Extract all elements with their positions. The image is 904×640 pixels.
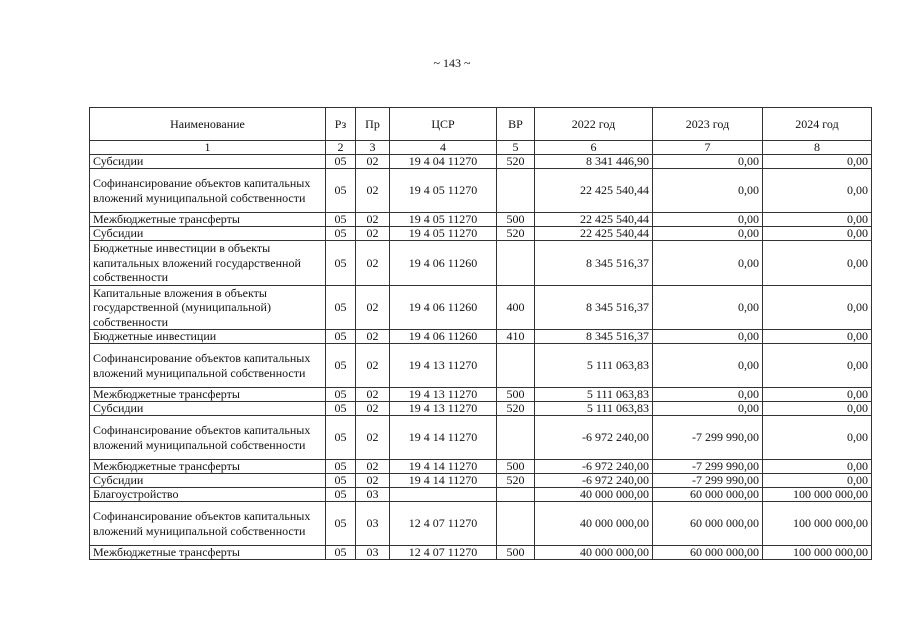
row-amount-2022: 8 345 516,37 bbox=[535, 241, 653, 286]
row-pr: 02 bbox=[356, 388, 390, 402]
row-amount-2024: 0,00 bbox=[763, 227, 872, 241]
column-number: 8 bbox=[763, 141, 872, 155]
header-rz: Рз bbox=[326, 108, 356, 141]
table-row bbox=[90, 344, 872, 388]
row-rz: 05 bbox=[326, 285, 356, 330]
row-amount-2022: 8 345 516,37 bbox=[535, 285, 653, 330]
page-number: ~ 143 ~ bbox=[433, 56, 471, 70]
row-amount-2022: 40 000 000,00 bbox=[535, 488, 653, 502]
row-pr: 02 bbox=[356, 330, 390, 344]
row-amount-2024: 100 000 000,00 bbox=[763, 502, 872, 546]
header-2023: 2023 год bbox=[653, 108, 763, 141]
row-vr: 500 bbox=[497, 460, 535, 474]
row-amount-2024: 0,00 bbox=[763, 155, 872, 169]
row-csr: 12 4 07 11270 bbox=[390, 502, 497, 546]
table-row bbox=[90, 285, 872, 330]
row-pr: 02 bbox=[356, 474, 390, 488]
table-row bbox=[90, 388, 872, 402]
row-rz: 05 bbox=[326, 330, 356, 344]
row-amount-2022: 40 000 000,00 bbox=[535, 546, 653, 560]
row-name: Софинансирование объектов капитальных вложений муниципальной собственности bbox=[90, 502, 326, 546]
row-amount-2022: 40 000 000,00 bbox=[535, 502, 653, 546]
row-name: Субсидии bbox=[90, 227, 326, 241]
row-csr: 19 4 06 11260 bbox=[390, 285, 497, 330]
row-name: Межбюджетные трансферты bbox=[90, 213, 326, 227]
row-amount-2023: 0,00 bbox=[653, 285, 763, 330]
row-vr bbox=[497, 169, 535, 213]
table-row bbox=[90, 460, 872, 474]
row-amount-2023: -7 299 990,00 bbox=[653, 474, 763, 488]
row-csr: 19 4 13 11270 bbox=[390, 388, 497, 402]
header-name: Наименование bbox=[90, 108, 326, 141]
row-amount-2023: -7 299 990,00 bbox=[653, 416, 763, 460]
header-2022: 2022 год bbox=[535, 108, 653, 141]
row-amount-2024: 0,00 bbox=[763, 402, 872, 416]
row-rz: 05 bbox=[326, 169, 356, 213]
row-amount-2023: -7 299 990,00 bbox=[653, 460, 763, 474]
row-pr: 02 bbox=[356, 285, 390, 330]
row-amount-2024: 0,00 bbox=[763, 474, 872, 488]
row-amount-2024: 0,00 bbox=[763, 213, 872, 227]
row-rz: 05 bbox=[326, 474, 356, 488]
row-amount-2022: -6 972 240,00 bbox=[535, 416, 653, 460]
table-row bbox=[90, 546, 872, 560]
table-row bbox=[90, 241, 872, 286]
row-amount-2023: 0,00 bbox=[653, 227, 763, 241]
row-name: Софинансирование объектов капитальных вложений муниципальной собственности bbox=[90, 169, 326, 213]
row-csr: 19 4 05 11270 bbox=[390, 227, 497, 241]
row-rz: 05 bbox=[326, 416, 356, 460]
row-amount-2022: -6 972 240,00 bbox=[535, 474, 653, 488]
row-amount-2022: -6 972 240,00 bbox=[535, 460, 653, 474]
row-vr: 520 bbox=[497, 474, 535, 488]
table-row bbox=[90, 502, 872, 546]
row-amount-2023: 0,00 bbox=[653, 344, 763, 388]
row-name: Бюджетные инвестиции bbox=[90, 330, 326, 344]
row-pr: 03 bbox=[356, 488, 390, 502]
row-name: Софинансирование объектов капитальных вложений муниципальной собственности bbox=[90, 344, 326, 388]
budget-table bbox=[89, 107, 872, 560]
row-amount-2024: 0,00 bbox=[763, 330, 872, 344]
row-csr: 19 4 05 11270 bbox=[390, 169, 497, 213]
row-amount-2024: 0,00 bbox=[763, 344, 872, 388]
row-csr bbox=[390, 488, 497, 502]
row-rz: 05 bbox=[326, 546, 356, 560]
row-amount-2024: 0,00 bbox=[763, 388, 872, 402]
table-body bbox=[90, 155, 872, 560]
row-rz: 05 bbox=[326, 155, 356, 169]
row-csr: 19 4 13 11270 bbox=[390, 402, 497, 416]
table-row bbox=[90, 227, 872, 241]
row-amount-2023: 60 000 000,00 bbox=[653, 488, 763, 502]
row-csr: 19 4 05 11270 bbox=[390, 213, 497, 227]
table-row bbox=[90, 402, 872, 416]
row-csr: 19 4 04 11270 bbox=[390, 155, 497, 169]
row-pr: 02 bbox=[356, 213, 390, 227]
column-number: 1 bbox=[90, 141, 326, 155]
column-number-row bbox=[90, 141, 872, 155]
row-amount-2023: 0,00 bbox=[653, 155, 763, 169]
row-rz: 05 bbox=[326, 227, 356, 241]
row-pr: 02 bbox=[356, 155, 390, 169]
column-number: 6 bbox=[535, 141, 653, 155]
row-amount-2023: 0,00 bbox=[653, 241, 763, 286]
row-vr: 500 bbox=[497, 213, 535, 227]
row-pr: 02 bbox=[356, 241, 390, 286]
row-amount-2024: 0,00 bbox=[763, 460, 872, 474]
row-amount-2022: 5 111 063,83 bbox=[535, 388, 653, 402]
row-amount-2022: 5 111 063,83 bbox=[535, 344, 653, 388]
column-number: 7 bbox=[653, 141, 763, 155]
row-rz: 05 bbox=[326, 460, 356, 474]
header-pr: Пр bbox=[356, 108, 390, 141]
table-row bbox=[90, 213, 872, 227]
row-name: Субсидии bbox=[90, 474, 326, 488]
row-rz: 05 bbox=[326, 344, 356, 388]
row-amount-2023: 0,00 bbox=[653, 402, 763, 416]
table-row bbox=[90, 416, 872, 460]
table-row bbox=[90, 330, 872, 344]
row-name: Межбюджетные трансферты bbox=[90, 388, 326, 402]
column-number: 3 bbox=[356, 141, 390, 155]
row-rz: 05 bbox=[326, 213, 356, 227]
row-csr: 12 4 07 11270 bbox=[390, 546, 497, 560]
table-row bbox=[90, 488, 872, 502]
row-csr: 19 4 06 11260 bbox=[390, 241, 497, 286]
header-vr: ВР bbox=[497, 108, 535, 141]
row-csr: 19 4 14 11270 bbox=[390, 416, 497, 460]
row-pr: 02 bbox=[356, 227, 390, 241]
row-amount-2022: 8 345 516,37 bbox=[535, 330, 653, 344]
row-vr: 500 bbox=[497, 546, 535, 560]
row-pr: 03 bbox=[356, 546, 390, 560]
row-vr bbox=[497, 488, 535, 502]
row-name: Софинансирование объектов капитальных вложений муниципальной собственности bbox=[90, 416, 326, 460]
row-name: Бюджетные инвестиции в объекты капитальных вложений государственной собственности bbox=[90, 241, 326, 286]
row-vr bbox=[497, 344, 535, 388]
column-number: 5 bbox=[497, 141, 535, 155]
row-name: Капитальные вложения в объекты государственной (муниципальной) собственности bbox=[90, 285, 326, 330]
row-amount-2024: 100 000 000,00 bbox=[763, 546, 872, 560]
row-name: Субсидии bbox=[90, 402, 326, 416]
row-vr: 520 bbox=[497, 402, 535, 416]
row-amount-2023: 60 000 000,00 bbox=[653, 546, 763, 560]
row-amount-2023: 0,00 bbox=[653, 213, 763, 227]
row-vr bbox=[497, 502, 535, 546]
row-amount-2023: 60 000 000,00 bbox=[653, 502, 763, 546]
row-amount-2022: 8 341 446,90 bbox=[535, 155, 653, 169]
table-header bbox=[90, 108, 872, 155]
column-number: 2 bbox=[326, 141, 356, 155]
row-csr: 19 4 06 11260 bbox=[390, 330, 497, 344]
table-row bbox=[90, 169, 872, 213]
row-csr: 19 4 14 11270 bbox=[390, 460, 497, 474]
row-name: Благоустройство bbox=[90, 488, 326, 502]
row-amount-2022: 5 111 063,83 bbox=[535, 402, 653, 416]
row-vr: 500 bbox=[497, 388, 535, 402]
row-amount-2024: 0,00 bbox=[763, 285, 872, 330]
row-vr bbox=[497, 241, 535, 286]
row-pr: 02 bbox=[356, 460, 390, 474]
row-pr: 02 bbox=[356, 169, 390, 213]
row-vr: 520 bbox=[497, 227, 535, 241]
header-csr: ЦСР bbox=[390, 108, 497, 141]
row-pr: 02 bbox=[356, 416, 390, 460]
row-amount-2022: 22 425 540,44 bbox=[535, 227, 653, 241]
row-name: Межбюджетные трансферты bbox=[90, 460, 326, 474]
row-csr: 19 4 13 11270 bbox=[390, 344, 497, 388]
row-rz: 05 bbox=[326, 502, 356, 546]
row-amount-2022: 22 425 540,44 bbox=[535, 169, 653, 213]
table-row bbox=[90, 155, 872, 169]
row-name: Субсидии bbox=[90, 155, 326, 169]
row-vr: 400 bbox=[497, 285, 535, 330]
row-vr bbox=[497, 416, 535, 460]
row-rz: 05 bbox=[326, 402, 356, 416]
row-amount-2024: 0,00 bbox=[763, 416, 872, 460]
row-rz: 05 bbox=[326, 388, 356, 402]
row-pr: 02 bbox=[356, 402, 390, 416]
header-row bbox=[90, 108, 872, 141]
header-2024: 2024 год bbox=[763, 108, 872, 141]
row-vr: 410 bbox=[497, 330, 535, 344]
column-number: 4 bbox=[390, 141, 497, 155]
row-pr: 03 bbox=[356, 502, 390, 546]
row-vr: 520 bbox=[497, 155, 535, 169]
row-amount-2023: 0,00 bbox=[653, 388, 763, 402]
row-amount-2024: 100 000 000,00 bbox=[763, 488, 872, 502]
row-rz: 05 bbox=[326, 488, 356, 502]
row-amount-2022: 22 425 540,44 bbox=[535, 213, 653, 227]
row-csr: 19 4 14 11270 bbox=[390, 474, 497, 488]
row-name: Межбюджетные трансферты bbox=[90, 546, 326, 560]
row-amount-2024: 0,00 bbox=[763, 169, 872, 213]
row-amount-2023: 0,00 bbox=[653, 169, 763, 213]
row-amount-2023: 0,00 bbox=[653, 330, 763, 344]
row-pr: 02 bbox=[356, 344, 390, 388]
row-amount-2024: 0,00 bbox=[763, 241, 872, 286]
row-rz: 05 bbox=[326, 241, 356, 286]
table-row bbox=[90, 474, 872, 488]
